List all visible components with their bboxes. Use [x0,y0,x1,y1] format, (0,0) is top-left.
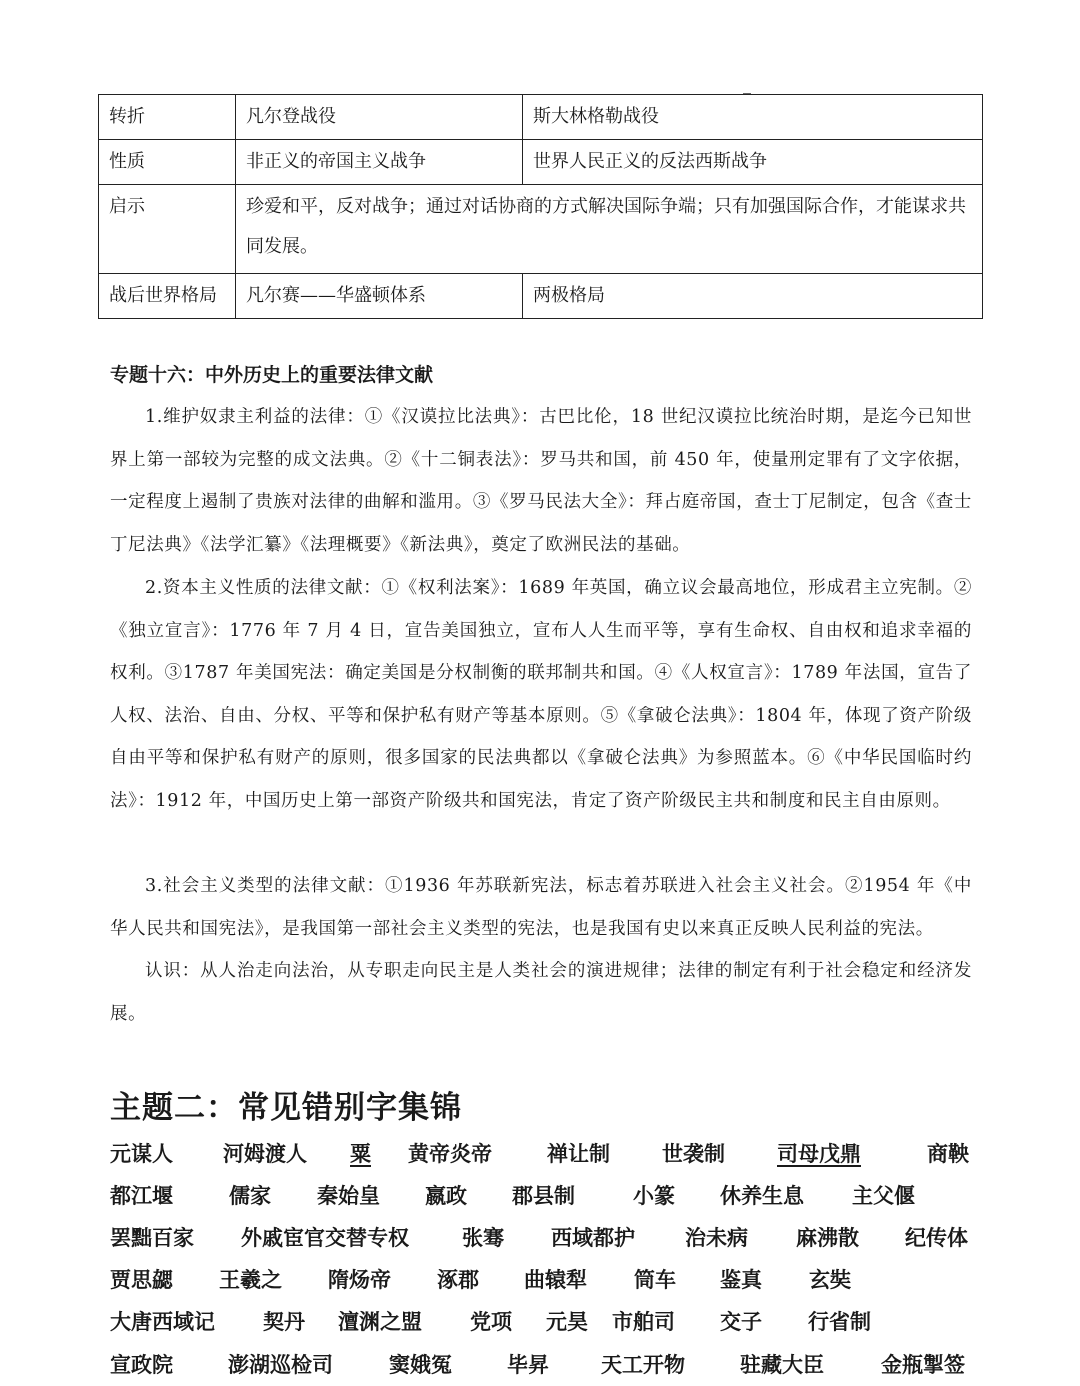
table-cell: 非正义的帝国主义战争 [236,140,523,185]
theme-title: 主题二：常见错别字集锦 [110,1090,462,1126]
table-cell: 凡尔登战役 [236,95,523,140]
term-item: 张骞 [462,1226,504,1250]
table-cell: 两极格局 [523,274,983,319]
row-label: 转折 [99,95,236,140]
table-row [99,185,983,274]
term-item: 黄帝炎帝 [408,1142,492,1166]
term-item: 驻藏大臣 [740,1353,824,1377]
row-label: 启示 [99,185,236,274]
term-item: 儒家 [229,1184,271,1208]
term-item: 嬴政 [425,1184,467,1208]
term-item: 大唐西域记 [110,1310,215,1334]
term-item: 元昊 [546,1310,588,1334]
term-item: 天工开物 [601,1353,685,1377]
table-row [99,274,983,319]
term-item: 治未病 [685,1226,748,1250]
term-item: 世袭制 [662,1142,725,1166]
section-title: 专题十六：中外历史上的重要法律文献 [110,364,434,386]
table-cell: 世界人民正义的反法西斯战争 [523,140,983,185]
table-row [99,140,983,185]
term-item: 外戚宦官交替专权 [241,1226,409,1250]
paragraph-capitalist-law: 2.资本主义性质的法律文献：①《权利法案》：1689 年英国，确立议会最高地位，形成君主立宪制。②《独立宣言》：1776 年 7 月 4 日，宣告美国独立，宣布人人生而平等，享有生命权、自由权和追求幸福的权利。③1787 年美国宪法：确定美国是分权制衡的联邦制共和国。④《人权宣言》：1789 年法国，宣告了人权、法治、自由、分权、平等和保护私有财产等基本原则。⑤《拿破仑法典》：1804 年，体现了资产阶级自由平等和保护私有财产的原则，很多国家的民法典都以《拿破仑法典》为参照蓝本。⑥《中华民国临时约法》：1912 年，中国历史上第一部资产阶级共和国宪法，肯定了资产阶级民主共和制度和民主自由原则。 [110,578,972,811]
term-item: 契丹 [263,1310,305,1334]
term-item: 曲辕犁 [524,1268,587,1292]
table-cell: 斯大林格勒战役 [523,95,983,140]
term-item: 贾思勰 [110,1268,173,1292]
term-item: 毕昇 [507,1353,549,1377]
term-item: 河姆渡人 [223,1142,307,1166]
row-label: 性质 [99,140,236,185]
row-label: 战后世界格局 [99,274,236,319]
term-item: 禅让制 [547,1142,610,1166]
term-item: 纪传体 [905,1226,968,1250]
term-item: 金瓶掣签 [881,1353,965,1377]
term-item: 澎湖巡检司 [228,1353,333,1377]
term-item: 西域都护 [551,1226,635,1250]
term-item: 窦娥冤 [389,1353,452,1377]
term-item: 澶渊之盟 [338,1310,422,1334]
table-row [99,95,983,140]
term-item: 筒车 [634,1268,676,1292]
term-item: 主父偃 [852,1184,915,1208]
term-item: 元谋人 [110,1142,173,1166]
term-item: 鉴真 [720,1268,762,1292]
term-item: 秦始皇 [317,1184,380,1208]
term-item: 小篆 [633,1184,675,1208]
term-item: 交子 [720,1310,762,1334]
term-item: 宣政院 [110,1353,173,1377]
term-item: 麻沸散 [796,1226,859,1250]
war-comparison-table [98,94,983,319]
term-item: 司母戊鼎 [777,1142,861,1166]
term-item: 都江堰 [110,1184,173,1208]
term-item: 隋炀帝 [328,1268,391,1292]
term-item: 玄奘 [809,1268,851,1292]
paragraph-slave-law: 1.维护奴隶主利益的法律：①《汉谟拉比法典》：古巴比伦，18 世纪汉谟拉比统治时期，是迄今已知世界上第一部较为完整的成文法典。②《十二铜表法》：罗马共和国，前 450 年，使量刑定罪有了文字依据，一定程度上遏制了贵族对法律的曲解和滥用。③《罗马民法大全》：拜占庭帝国，查士丁尼制定，包含《查士丁尼法典》《法学汇纂》《法理概要》《新法典》，奠定了欧洲民法的基础。 [110,407,972,555]
term-item: 休养生息 [720,1184,804,1208]
term-item: 行省制 [808,1310,871,1334]
table-cell: 凡尔赛——华盛顿体系 [236,274,523,319]
term-item: 涿郡 [437,1268,479,1292]
term-item: 王羲之 [219,1268,282,1292]
term-item: 商鞅 [927,1142,969,1166]
term-item: 市舶司 [612,1310,675,1334]
term-item: 罢黜百家 [110,1226,194,1250]
paragraph-socialist-law: 3.社会主义类型的法律文献：①1936 年苏联新宪法，标志着苏联进入社会主义社会。②1954 年《中华人民共和国宪法》，是我国第一部社会主义类型的宪法，也是我国有史以来真正反映人民利益的宪法。 [110,876,972,939]
term-item: 党项 [470,1310,512,1334]
term-item: 粟 [350,1142,371,1166]
table-cell: 珍爱和平，反对战争；通过对话协商的方式解决国际争端；只有加强国际合作，才能谋求共同发展。 [236,185,983,274]
paragraph-conclusion: 认识：从人治走向法治，从专职走向民主是人类社会的演进规律；法律的制定有利于社会稳定和经济发展。 [110,961,972,1024]
term-item: 郡县制 [512,1184,575,1208]
